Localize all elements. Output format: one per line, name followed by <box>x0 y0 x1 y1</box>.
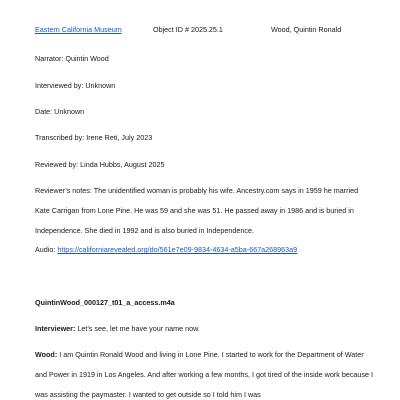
speaker-label: Wood: <box>35 350 58 359</box>
museum-link[interactable]: Eastern California Museum <box>35 25 122 34</box>
audio-label: Audio: <box>35 245 58 254</box>
narrator-line: Narrator: Quintin Wood <box>35 54 109 63</box>
speaker-text: Let’s see, let me have your name now. <box>75 324 200 333</box>
transcript-interviewer <box>35 319 373 339</box>
document-header <box>35 25 365 35</box>
reviewer-notes: Reviewer’s notes: The unidentified woman is probably his wife. Ancestry.com says in 1959 he married Kate Carrigan from Lone Pine. He was 59 and she was 51. He passed away in 1986 and is buried in Independence. She died in 1992 and is also buried in Independence. <box>35 186 359 235</box>
creator-name: Wood, Quintin Ronald <box>271 25 342 34</box>
speaker-text: I am Quintin Ronald Wood and living in Lone Pine. I started to work for the Department of Water and Power in 1919 in Los Angeles. And after working a few months, I got tired of the inside work because I was assisting the paymaster. I wanted to get outside so I told him I was <box>35 350 374 399</box>
interviewed-by-line: Interviewed by: Unknown <box>35 81 116 90</box>
date-line: Date: Unknown <box>35 107 85 116</box>
audio-link[interactable]: https://californiarevealed.org/do/561e7e09-9834-4634-a5ba-667a268963a9 <box>57 245 298 254</box>
audio-line <box>35 245 370 254</box>
transcribed-by-line: Transcribed by: Irene Reti, July 2023 <box>35 133 153 142</box>
speaker-label: Interviewer: <box>35 324 76 333</box>
reviewed-by-line: Reviewed by: Linda Hubbs, August 2025 <box>35 160 165 169</box>
file-name: QuintinWood_000127_t01_a_access.m4a <box>35 298 175 307</box>
object-id: Object ID # 2025.25.1 <box>153 25 223 34</box>
transcript-wood <box>35 345 373 400</box>
